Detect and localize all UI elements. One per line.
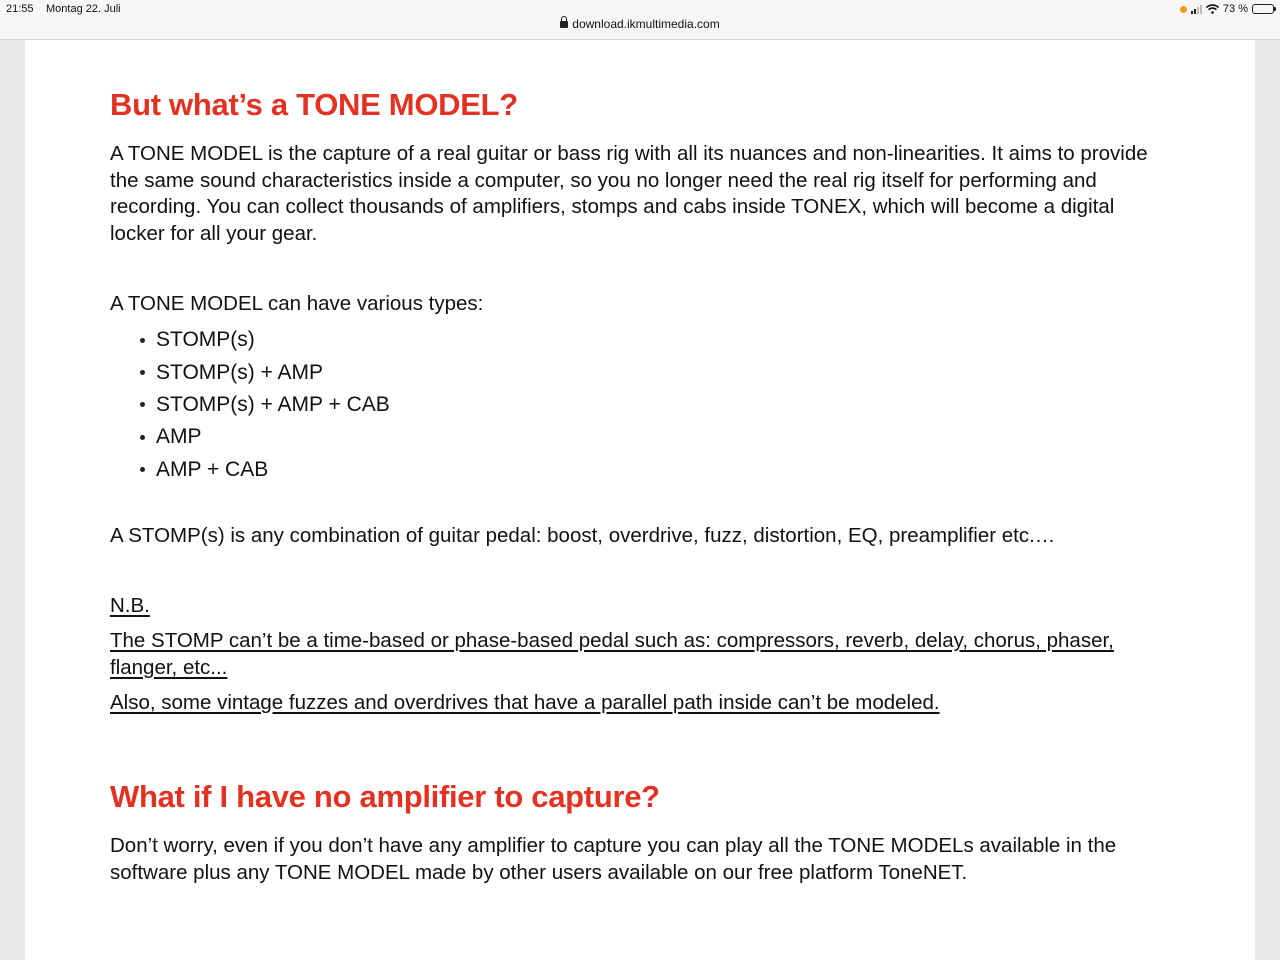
bullet-icon bbox=[140, 467, 145, 472]
address-bar[interactable] bbox=[0, 17, 1280, 31]
web-page bbox=[25, 40, 1255, 960]
list-item bbox=[140, 356, 390, 388]
bullet-icon bbox=[140, 435, 145, 440]
nb-time-based-note: The STOMP can’t be a time-based or phase-based pedal such as: compressors, reverb, delay, chorus, phaser, flanger, etc... bbox=[110, 629, 1114, 679]
wifi-icon bbox=[1206, 4, 1219, 14]
bullet-icon bbox=[140, 338, 145, 343]
bullet-icon bbox=[140, 402, 145, 407]
stomp-definition: A STOMP(s) is any combination of guitar pedal: boost, overdrive, fuzz, distortion, EQ, preamplifier etc.… bbox=[110, 524, 1056, 547]
list-item-label: AMP + CAB bbox=[156, 457, 269, 481]
tone-model-intro: A TONE MODEL is the capture of a real guitar or bass rig with all its nuances and non-linearities. It aims to provide the same sound characteristics inside a computer, so you no longer need the real rig itself for performing and recording. You can collect thousands of amplifiers, stomps and cabs inside TONEX, which will become a digital locker for all your gear. bbox=[110, 142, 1148, 245]
status-indicators bbox=[1180, 2, 1274, 16]
cellular-signal-icon bbox=[1191, 5, 1202, 14]
list-item-label: STOMP(s) + AMP bbox=[156, 360, 324, 384]
section-title-no-amplifier: What if I have no amplifier to capture? bbox=[110, 779, 660, 814]
list-item bbox=[140, 324, 390, 356]
battery-icon bbox=[1252, 4, 1274, 14]
status-time: 21:55 bbox=[6, 3, 34, 15]
list-item-label: STOMP(s) + AMP + CAB bbox=[156, 392, 390, 416]
list-item-label: STOMP(s) bbox=[156, 328, 255, 352]
no-amplifier-body: Don’t worry, even if you don’t have any amplifier to capture you can play all the TONE MODELs available in the software plus any TONE MODEL made by other users available on our free platform ToneNET. bbox=[110, 834, 1117, 884]
status-date: Montag 22. Juli bbox=[46, 3, 121, 15]
tone-model-types-list bbox=[140, 324, 390, 486]
status-bar bbox=[0, 0, 1280, 40]
lock-icon bbox=[560, 21, 568, 28]
types-heading: A TONE MODEL can have various types: bbox=[110, 292, 484, 315]
orange-indicator-icon bbox=[1180, 6, 1187, 13]
list-item-label: AMP bbox=[156, 425, 202, 449]
bullet-icon bbox=[140, 370, 145, 375]
section-title-tone-model: But what’s a TONE MODEL? bbox=[110, 87, 518, 122]
nb-parallel-path-note: Also, some vintage fuzzes and overdrives that have a parallel path inside can’t be modeled. bbox=[110, 691, 940, 714]
list-item bbox=[140, 454, 390, 486]
nb-label: N.B. bbox=[110, 594, 150, 617]
list-item bbox=[140, 421, 390, 453]
battery-percent: 73 % bbox=[1222, 3, 1248, 15]
url-text[interactable]: download.ikmultimedia.com bbox=[572, 17, 720, 31]
list-item bbox=[140, 389, 390, 421]
